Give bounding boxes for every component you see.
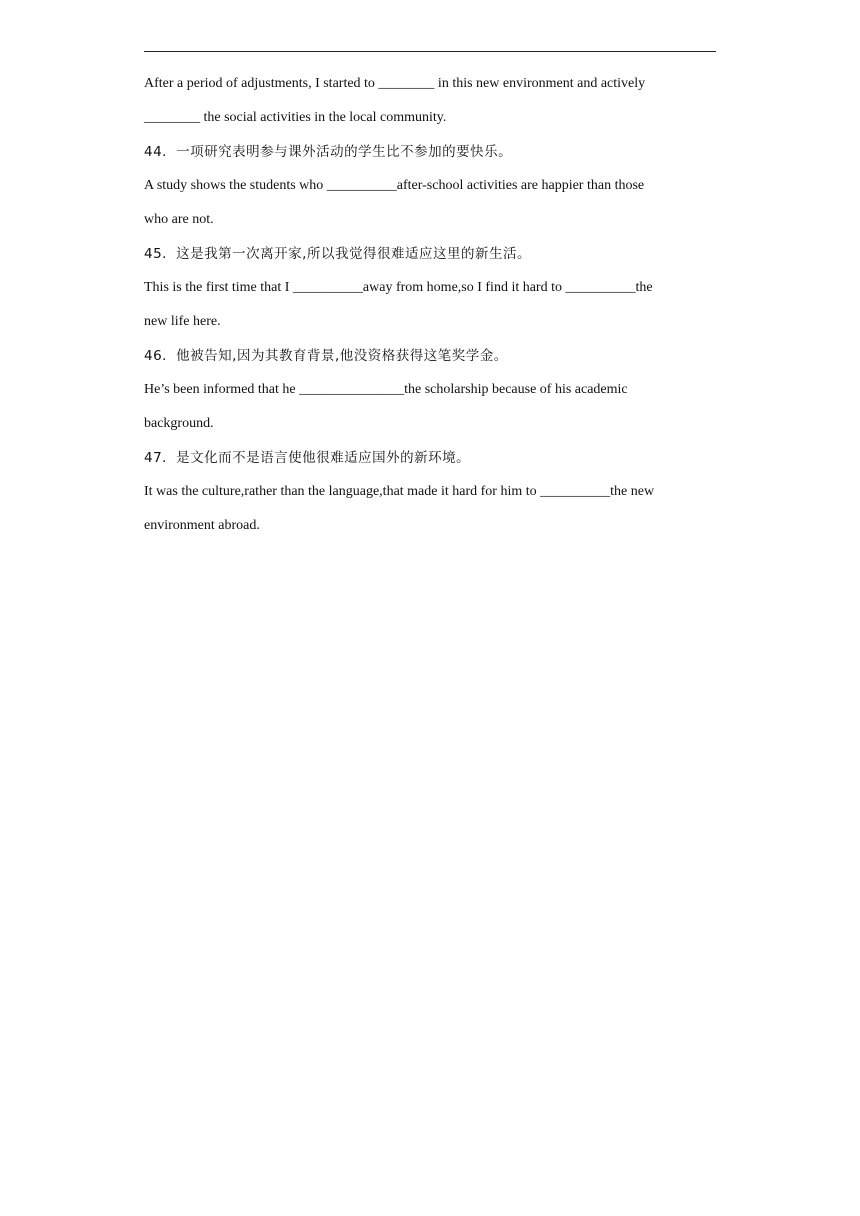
text-line: new life here. (144, 314, 221, 329)
text-line: This is the first time that I __________away from home,so I find it hard to __________the (144, 280, 653, 295)
question-45-prompt: 45．这是我第一次离开家,所以我觉得很难适应这里的新生活。 (144, 246, 531, 262)
text-line: It was the culture,rather than the language,that made it hard for him to __________the new (144, 484, 655, 499)
text-line: background. (144, 416, 214, 431)
text-line: After a period of adjustments, I started to ________ in this new environment and actively (144, 76, 646, 91)
text-line: environment abroad. (144, 518, 260, 533)
text-line: He’s been informed that he _______________the scholarship because of his academic (144, 382, 628, 397)
header-rule (144, 51, 716, 52)
text-line: A study shows the students who __________after-school activities are happier than those (144, 178, 645, 193)
question-47-prompt: 47．是文化而不是语言使他很难适应国外的新环境。 (144, 450, 471, 466)
text-line: who are not. (144, 212, 214, 227)
question-46-prompt: 46．他被告知,因为其教育背景,他没资格获得这笔奖学金。 (144, 348, 508, 364)
question-44-prompt: 44．一项研究表明参与课外活动的学生比不参加的要快乐。 (144, 144, 513, 160)
document-body (144, 67, 716, 543)
text-line: ________ the social activities in the local community. (144, 110, 447, 125)
